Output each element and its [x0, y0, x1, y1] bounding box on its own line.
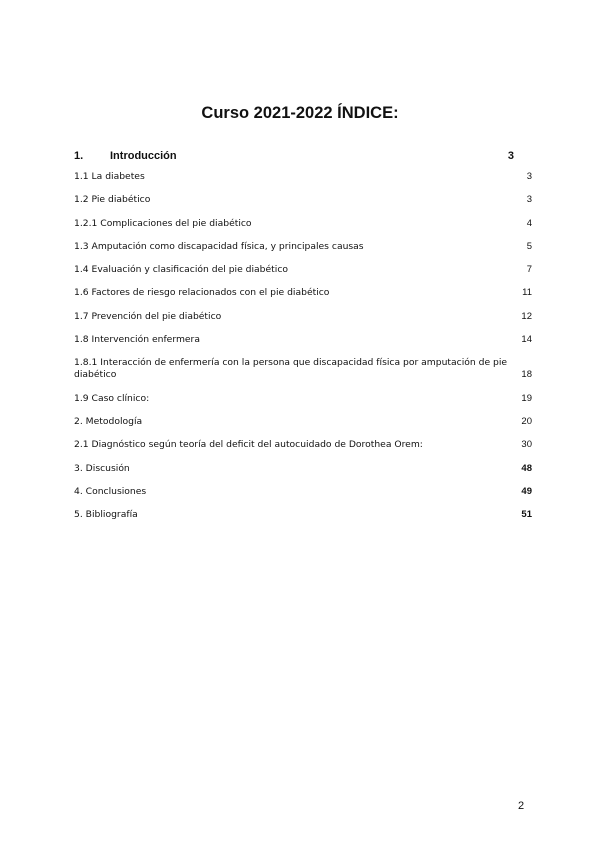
document-title: Curso 2021-2022 ÍNDICE: — [201, 104, 399, 122]
toc-entry[interactable] — [74, 393, 532, 405]
toc-entry[interactable] — [74, 218, 532, 230]
toc-entry[interactable] — [74, 357, 532, 381]
toc-entry-label: 1.8.1 Interacción de enfermería con la persona que discapacidad física por amputación de pie diabético — [74, 357, 508, 381]
toc-entry[interactable] — [74, 463, 532, 475]
toc-entry-page: 14 — [521, 334, 532, 346]
toc-entry[interactable] — [74, 509, 532, 521]
toc-entry-label: 1.2.1 Complicaciones del pie diabético — [74, 217, 252, 229]
toc-entry-page: 30 — [521, 439, 532, 451]
toc-entry-page: 20 — [521, 415, 532, 427]
toc-entry-page: 51 — [521, 509, 532, 521]
toc-entry-number: 1. — [74, 150, 84, 162]
toc-entry-page: 49 — [521, 485, 532, 497]
toc-entry-page: 18 — [521, 369, 532, 381]
toc-entry[interactable] — [74, 287, 532, 299]
toc-entry-page: 19 — [521, 392, 532, 404]
toc-entry-label: 1.6 Factores de riesgo relacionados con el pie diabético — [74, 287, 330, 299]
toc-entry[interactable] — [74, 416, 532, 428]
toc-entry-label: 1.9 Caso clínico: — [74, 392, 150, 404]
toc-entry-label: 1.4 Evaluación y clasificación del pie diabético — [74, 264, 288, 276]
toc-entry-title: Introducción — [110, 150, 177, 162]
toc-entry-label: 3. Discusión — [74, 462, 130, 474]
toc-entry-label: 5. Bibliografía — [74, 509, 138, 521]
toc-entry-page: 4 — [526, 217, 532, 229]
toc-entry-page: 7 — [526, 264, 532, 276]
toc-entry-label: 1.2 Pie diabético — [74, 194, 151, 206]
toc-entry-page: 5 — [526, 240, 532, 252]
toc-entry-page: 3 — [526, 194, 532, 206]
toc-entry-page: 3 — [526, 171, 532, 182]
toc-entry[interactable] — [74, 311, 532, 323]
toc-entry-page: 3 — [507, 150, 514, 162]
toc-entry-label — [74, 150, 177, 162]
toc-entry[interactable] — [74, 439, 532, 451]
toc-entry-page: 12 — [521, 310, 532, 322]
toc-entry-page: 11 — [522, 287, 532, 299]
toc-entry-label: 4. Conclusiones — [74, 485, 147, 497]
toc-entry[interactable] — [74, 334, 532, 346]
toc-entry[interactable] — [74, 486, 532, 498]
toc-entry-label: 2.1 Diagnóstico según teoría del deficit del autocuidado de Dorothea Orem: — [74, 439, 423, 451]
toc-entry-label: 1.7 Prevención del pie diabético — [74, 310, 222, 322]
page-number: 2 — [518, 800, 525, 812]
toc-entry-label: 1.8 Intervención enfermera — [74, 334, 200, 346]
toc-entry-label: 1.3 Amputación como discapacidad física, y principales causas — [74, 240, 364, 252]
toc-entry[interactable] — [74, 194, 532, 206]
toc-entry-label: 1.1 La diabetes — [74, 171, 145, 182]
toc-entry-page: 48 — [521, 462, 532, 474]
toc-entry-introduccion[interactable] — [74, 150, 532, 162]
toc-entry[interactable] — [74, 171, 532, 183]
table-of-contents — [74, 150, 532, 532]
toc-entry[interactable] — [74, 264, 532, 276]
toc-entry-label: 2. Metodología — [74, 415, 143, 427]
toc-entry[interactable] — [74, 241, 532, 253]
